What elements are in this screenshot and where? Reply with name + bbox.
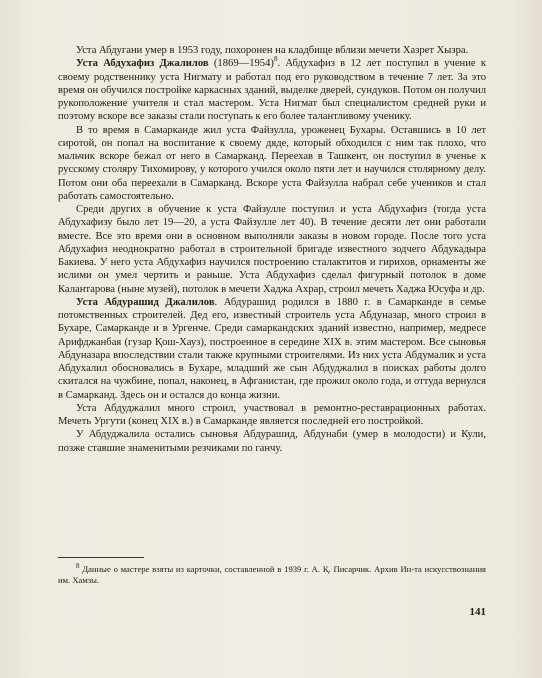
footnote-reference: 8: [273, 55, 278, 64]
footnote-divider: [58, 557, 144, 558]
paragraph-7-text: У Абдуджалила остались сыновья Абдурашид, Абдунаби (умер в молодости) и Кули, позже ставшие знаменитыми резчиками по ганчу.: [58, 429, 486, 454]
paragraph-7: [58, 428, 486, 455]
paragraph-5: [58, 296, 486, 402]
paragraph-2-heading: Уста Абдухафиз Джалилов: [76, 58, 209, 70]
paragraph-6-text: Уста Абдуджалил много строил, участвовал в ремонтно-реставрационных работах. Мечеть Ургути (конец XIX в.) в Самарканде является последней его постройкой.: [58, 402, 486, 427]
paragraph-2-text: . Абдухафиз в 12 лет поступил в учение к своему родственнику уста Нигмату и работал под его руководством в течение 7 лет. За это время он обучился постройке каркасных зданий, выделке дверей, сундуков. Потом он получил рукоположение учителя и стал мастером. Уста Нигмат был специалистом средней руки и поэтому вскоре все заказы стали поступать к его более талантливому ученику.: [58, 58, 486, 123]
footnote-text: Данные о мастере взяты из карточки, составленной в 1939 г. А. Қ. Писарчик. Архив Ин-та искусствознания им. Хамзы.: [58, 564, 486, 585]
paragraph-1: [58, 44, 486, 57]
paragraph-4: [58, 203, 486, 296]
paragraph-1-text: Уста Абдугани умер в 1953 году, похоронен на кладбище вблизи мечети Хазрет Хызра.: [76, 45, 469, 56]
footnote-marker: 8: [76, 562, 80, 570]
paragraph-4-text: Среди других в обучение к уста Файзулле поступил и уста Абдухафиз (тогда уста Абдухафизу было лет 19—20, а уста Файзулле лет 40). В течение десяти лет они работали вместе. Все это время они в основном выполняли заказы в новом городе. После того уста Абдухафиз неоднократно работал в строительной бригаде известного зодчего Абдукадыра Бакиева. У него уста Абдухафиз научился построению сталактитов и гирихов, орнаменты же ислими он умел чертить и раньше. Уста Абдухафиз сделал фигурный потолок в доме Калантарова (ныне музей), потолок в мечети Хаджа Ахрар, строил мечеть Хаджа Юсуфа и др.: [58, 204, 486, 295]
main-text-column: [58, 44, 486, 455]
paragraph-5-text: . Абдурашид родился в 1880 г. в Самарканде в семье потомственных строителей. Дед его, известный строитель уста Абдуназар, много строил в Бухаре, Самарканде и в Ургенче. Среди самаркандских зданий известно, например, медресе Арифджанбая (гузар Қош-Хауз), построенное в середине XIX в. этим мастером. Все сыновья Абдуназара впоследствии стали также крупными строителями. Из них уста Абдумалик и уста Абдухалил обосновались в Бухаре, младший же сын Абдуджалил в поисках работы долго скитался на чужбине, попал, наконец, в Афганистан, где прожил около года, и оттуда вернулся в Самарканд. Здесь он и остался до конца жизни.: [58, 296, 486, 401]
paragraph-2-dates: (1869—1954): [208, 58, 274, 70]
footnote: [58, 564, 486, 586]
paragraph-2: [58, 57, 486, 123]
paragraph-6: [58, 402, 486, 429]
paragraph-5-heading: Уста Абдурашид Джалилов: [76, 296, 215, 308]
paragraph-3: [58, 124, 486, 204]
paragraph-3-text: В то время в Самарканде жил уста Файзулла, уроженец Бухары. Оставшись в 10 лет сиротой, он попал на воспитание к своему дяде, который обходился с ним так плохо, что мальчик вскоре бежал от него в Самарканд. Переехав в Ташкент, он поступил в ученье к русскому столяру Тихомирову, у которого учился около пяти лет и научился столярному делу. Потом они оба переехали в Самарканд. Вскоре уста Файзулла набрал себе учеников и стал работать самостоятельно.: [58, 124, 486, 202]
page-number: 141: [469, 606, 486, 618]
